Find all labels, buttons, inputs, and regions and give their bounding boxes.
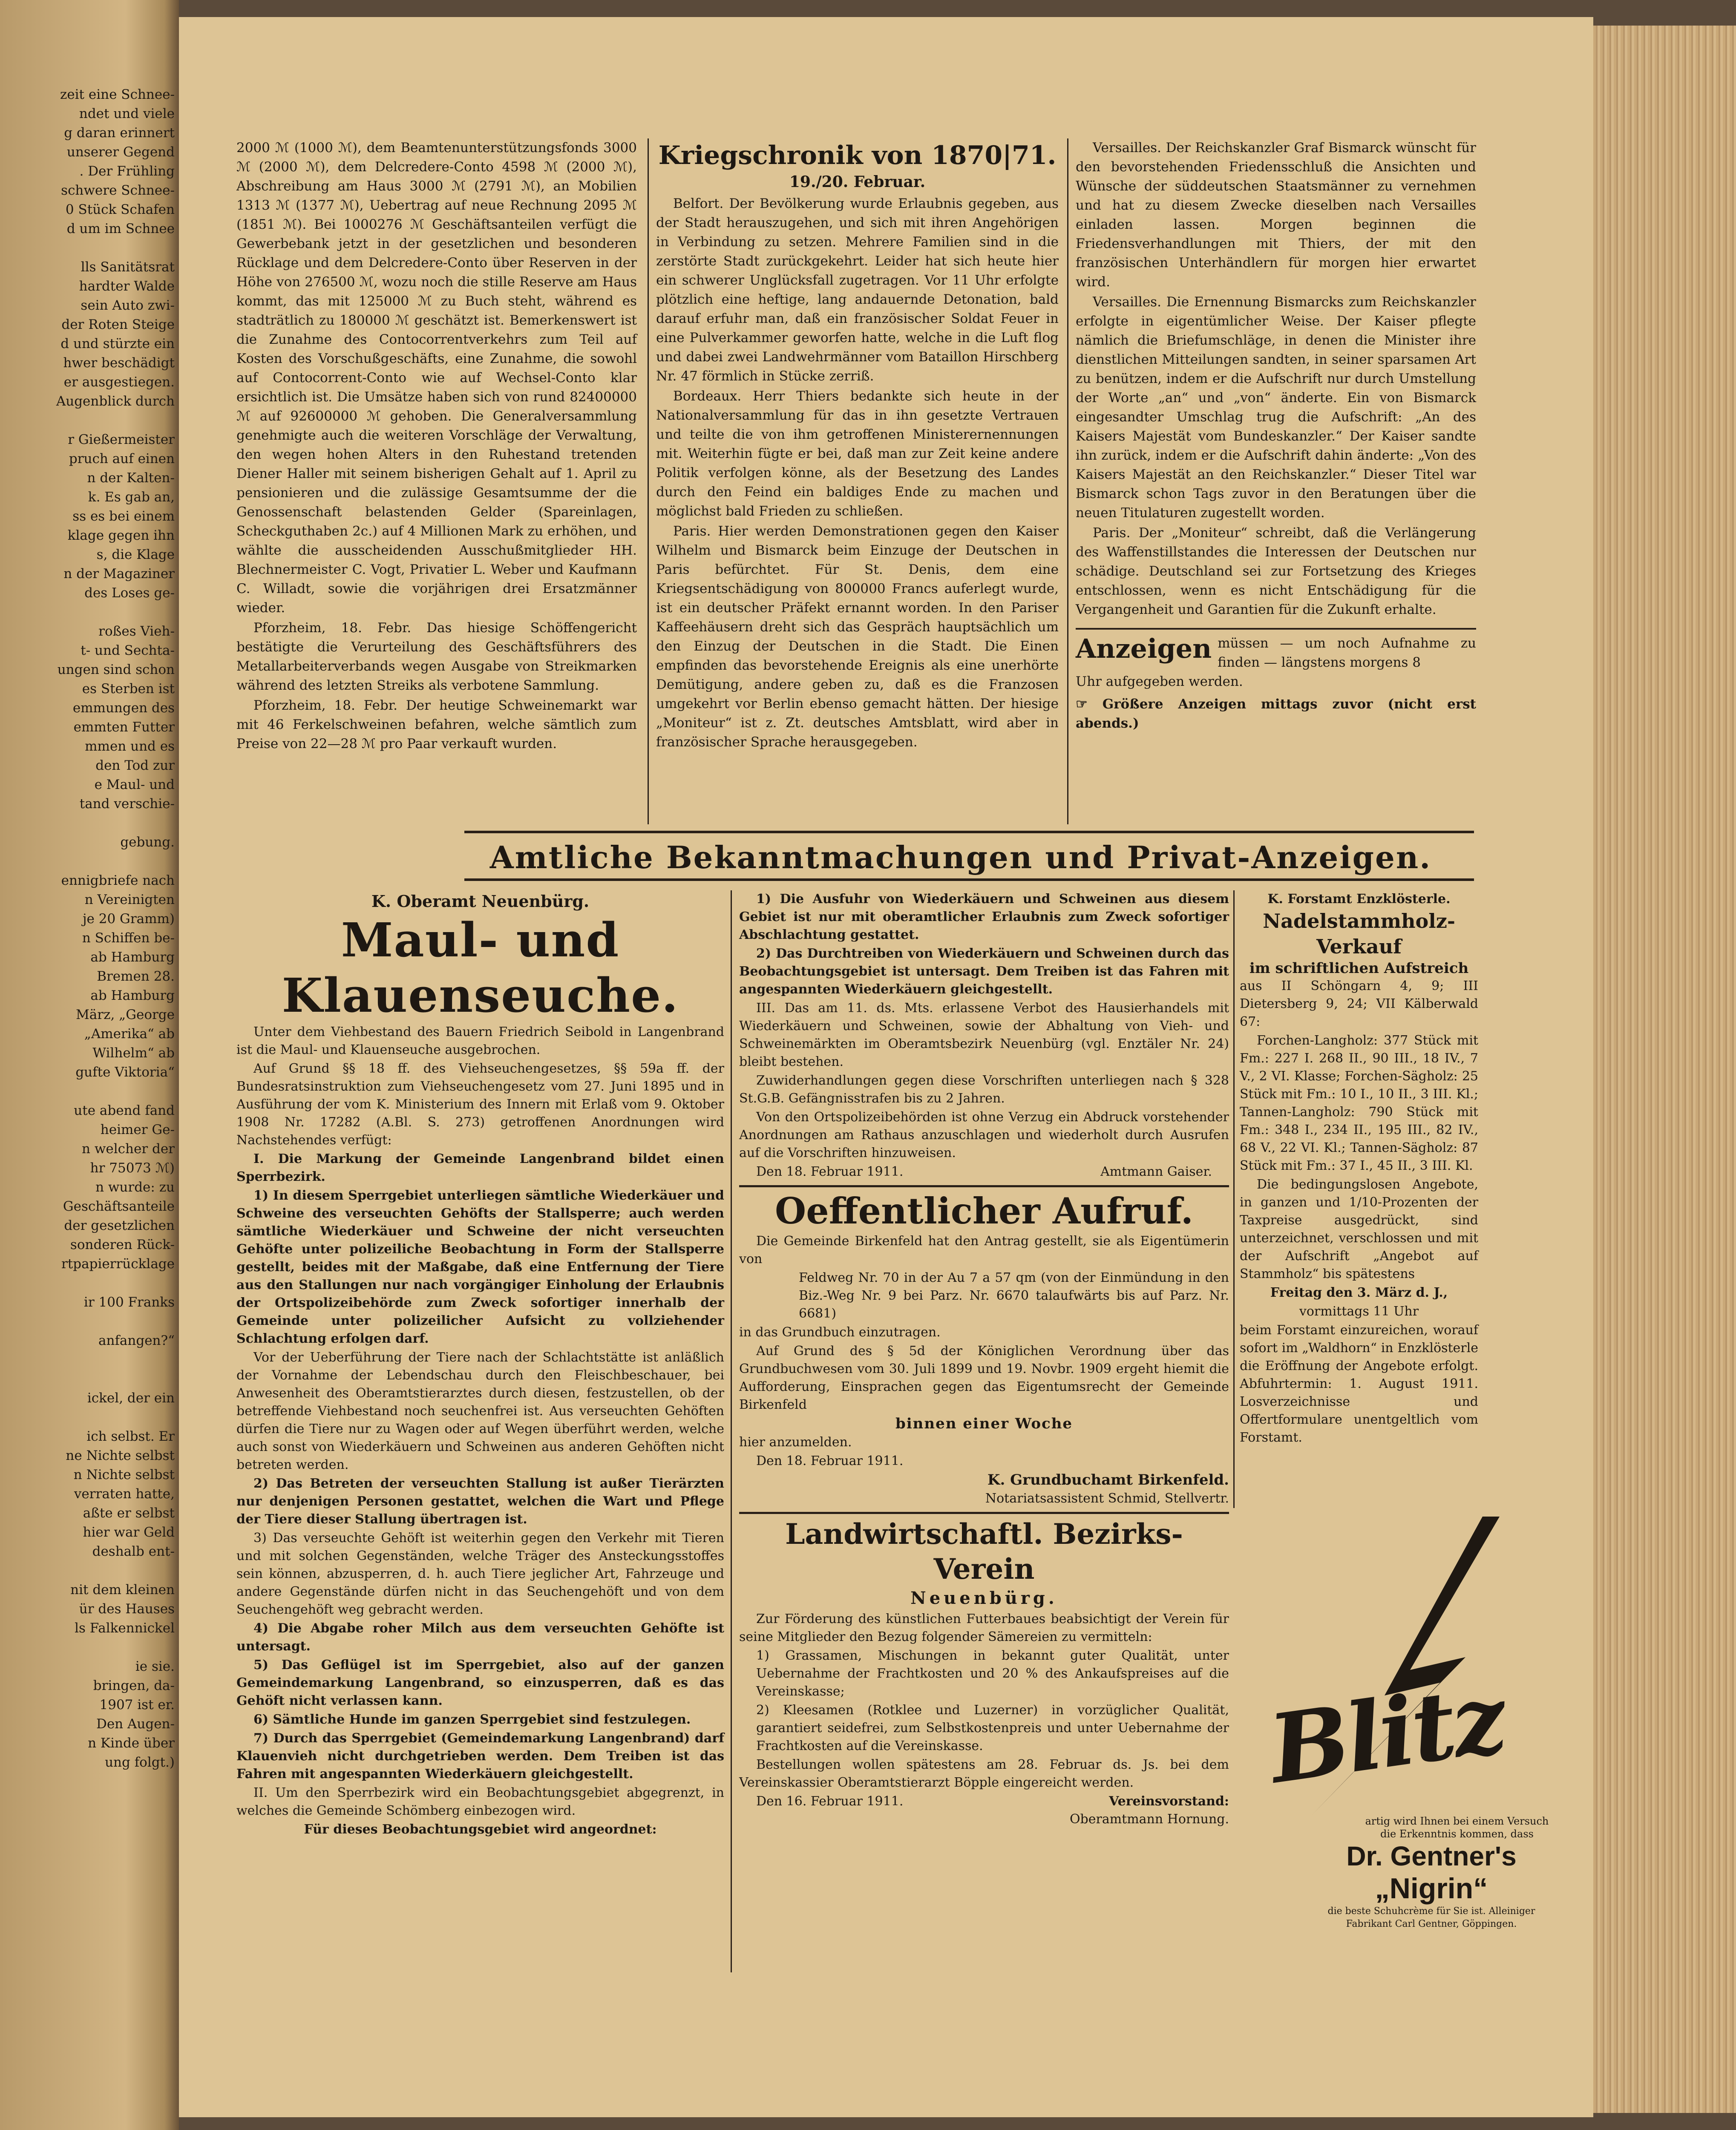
a3-p1: Die Gemeinde Birkenfeld hat den Antrag gestellt, sie als Eigentümerin von: [739, 1234, 1229, 1266]
left-page-line: [0, 1274, 175, 1293]
anzeigen-text2: Uhr aufgegeben werden.: [1076, 674, 1243, 689]
left-page-line: März, „George: [76, 1007, 175, 1022]
column-1: [236, 138, 637, 754]
blitz-logo: Blitz: [1263, 1663, 1511, 1805]
left-page-line: s, die Klage: [96, 547, 175, 562]
left-page-line: rtpapierrücklage: [61, 1256, 175, 1272]
blitz-copy: [1312, 1815, 1551, 1931]
anzeigen-label: Anzeigen: [1076, 633, 1212, 664]
a5-p5: vormittags 11 Uhr: [1299, 1304, 1419, 1319]
col1-para-2: Pforzheim, 18. Febr. Das hiesige Schöffengericht bestätigte die Verurteilung des Geschäftsführers des Metallarbeiterverbands wegen Ausgabe von Streikmarken während des letzten Streiks als verbotene Sammlung.: [236, 620, 637, 693]
left-page-line: des Loses ge-: [84, 585, 175, 601]
a2-para: 1) Die Ausfuhr von Wiederkäuern und Schweinen aus diesem Gebiet ist nur mit oberamtlicher Erlaubnis zum Zweck sofortiger Abschlachtung gestattet.: [739, 892, 1229, 942]
left-page-line: ne Nichte selbst: [66, 1448, 175, 1463]
column-divider: [1067, 138, 1068, 824]
left-page-line: emmten Futter: [73, 720, 175, 735]
a1-para: 4) Die Abgabe roher Milch aus dem verseuchten Gehöfte ist untersagt.: [236, 1621, 724, 1654]
left-page-line: Bremen 28.: [97, 969, 175, 984]
left-page-line: „Amerika“ ab: [84, 1026, 175, 1042]
left-page-fragments: [0, 85, 175, 1772]
left-page-line: hr 75073 ℳ): [90, 1160, 175, 1176]
left-page-line: ss es bei einem: [72, 509, 175, 524]
a3-p5: binnen einer Woche: [895, 1415, 1073, 1432]
left-page-line: anfangen?“: [98, 1333, 175, 1348]
left-page-line: [0, 1350, 175, 1370]
a2-footer: [739, 1163, 1229, 1181]
a4-date: Den 16. Februar 1911.: [756, 1794, 904, 1809]
a1-para: 7) Durch das Sperrgebiet (Gemeindemarkung Langenbrand) darf Klauenvieh nicht durchgetrieben werden. Dem Treiben ist das Fahren mit angespannten Wiederkäuern gleichgestellt.: [236, 1731, 724, 1782]
a5-p4: Freitag den 3. März d. J.,: [1270, 1285, 1448, 1300]
left-page-line: roßes Vieh-: [98, 624, 175, 639]
left-page-line: n Nichte selbst: [73, 1467, 175, 1482]
a1-title: Maul- und Klauenseuche.: [282, 912, 679, 1023]
left-page-line: ie sie.: [135, 1659, 175, 1674]
announcement-timber-sale: [1240, 890, 1478, 1448]
a3-date: Den 18. Februar 1911.: [756, 1454, 904, 1468]
left-page-line: [0, 1370, 175, 1389]
war-chronicle-date: 19./20. Februar.: [789, 173, 926, 191]
a1-para: II. Um den Sperrbezirk wird ein Beobachtungsgebiet abgegrenzt, in welches die Gemeinde Schömberg einbezogen wird.: [236, 1785, 724, 1818]
a1-para: Vor der Ueberführung der Tiere nach der Schlachtstätte ist anläßlich der Vornahme der Lebendschau durch den Fleischbeschauer, bei Anwesenheit des Oberamtstierarztes durch diesen, festzustellen, ob der betreffende Viehbestand noch seuchenfrei ist. Aus verseuchten Gehöften dürfen die Tiere nur zu Wagen oder auf Wegen überführt werden, welche auch sonst von Wiederkäuern und Schweinen aus anderen Gehöften nicht betreten werden.: [236, 1350, 724, 1472]
left-page-line: gebung.: [120, 835, 175, 850]
left-page-line: lls Sanitätsrat: [81, 259, 175, 275]
col1-para-3: Pforzheim, 18. Febr. Der heutige Schweinemarkt war mit 46 Ferkelschweinen befahren, welche sämtlich zum Preise von 22—28 ℳ pro Paar verkauft wurden.: [236, 698, 637, 751]
left-page-line: der Roten Steige: [61, 317, 175, 332]
left-page-line: verraten hatte,: [74, 1486, 175, 1502]
left-page-line: es Sterben ist: [82, 681, 175, 697]
left-page-line: [0, 411, 175, 430]
left-page-line: ungen sind schon: [57, 662, 175, 677]
left-page-line: Den Augen-: [96, 1716, 175, 1732]
a4-p4: Bestellungen wollen spätestens am 28. Februar ds. Js. bei dem Vereinskassier Oberamtstierarzt Böpple eingereicht werden.: [739, 1757, 1229, 1790]
a4-p1: Zur Förderung des künstlichen Futterbaues beabsichtigt der Verein für seine Mitglieder den Bezug folgender Sämereien zu vermitteln:: [739, 1612, 1229, 1644]
left-page-line: ickel, der ein: [87, 1390, 175, 1406]
left-page-line: pruch auf einen: [69, 451, 175, 466]
anzeigen-notice: [1076, 628, 1476, 733]
left-page-line: tand verschie-: [79, 796, 175, 812]
blitz-brand: Dr. Gentner's: [1346, 1841, 1517, 1871]
blitz-advertisement: [1244, 1517, 1568, 2083]
a5-title: Nadelstammholz-Verkauf: [1263, 910, 1455, 958]
left-page-line: klage gegen ihn: [67, 528, 175, 543]
a3-p6: hier anzumelden.: [739, 1435, 852, 1450]
a5-p1: aus II Schöngarn 4, 9; III Dietersberg 9, 24; VII Kälberwald 67:: [1240, 979, 1478, 1029]
section-rule: [464, 878, 1474, 881]
left-page-line: ab Hamburg: [90, 950, 175, 965]
left-page-line: n der Kalten-: [87, 470, 175, 486]
left-page-line: [0, 1561, 175, 1580]
left-page-line: sonderen Rück-: [70, 1237, 175, 1252]
left-page-line: er ausgestiegen.: [63, 374, 175, 390]
a2-date: Den 18. Februar 1911.: [756, 1164, 904, 1179]
left-page-line: g daran erinnert: [64, 125, 175, 141]
left-page-line: Augenblick durch: [56, 394, 175, 409]
col3-para-3: Paris. Der „Moniteur“ schreibt, daß die Verlängerung des Waffenstillstandes die Interessen der Deutschen nur schädige. Deutschland sei zur Fortsetzung des Krieges entschlossen, wenn es nicht Entschädigung für die Vergangenheit und Garantien für die Zukunft erhalte.: [1076, 525, 1476, 617]
a1-para: 2) Das Betreten der verseuchten Stallung ist außer Tierärzten nur denjenigen Personen gestattet, welchen die Wart und Pflege der Tiere dieser Stallung übertragen ist.: [236, 1476, 724, 1527]
left-page-line: [0, 1312, 175, 1331]
a1-office: K. Oberamt Neuenbürg.: [371, 892, 590, 911]
a1-para: Auf Grund §§ 18 ff. des Viehseuchengesetzes, §§ 59a ff. der Bundesratsinstruktion zum Viehseuchengesetz vom 27. Juni 1895 und in Ausführung der vom K. Ministerium des Innern mit Erlaß vom 9. Oktober 1908 Nr. 17282 (A.Bl. S. 273) getroffenen Anordnungen wird Nachstehendes verfügt:: [236, 1061, 724, 1148]
left-page-line: d um im Schnee: [66, 221, 175, 236]
war-chronicle-title: Kriegschronik von 1870|71.: [658, 141, 1057, 170]
column-2: [656, 138, 1059, 753]
a4-sign-title: Vereinsvorstand:: [1109, 1794, 1229, 1809]
left-page-line: n Schiffen be-: [82, 930, 175, 946]
a4-place: Neuenbürg.: [910, 1588, 1058, 1608]
left-page-line: unserer Gegend: [66, 144, 175, 160]
a3-p2: Feldweg Nr. 70 in der Au 7 a 57 qm (von der Einmündung in den Biz.-Weg Nr. 9 bei Parz. Nr. 6670 talaufwärts bis auf Parz. Nr. 6681): [799, 1270, 1229, 1321]
left-page-line: bringen, da-: [93, 1678, 175, 1693]
a1-para: 6) Sämtliche Hunde im ganzen Sperrgebiet sind festzulegen.: [253, 1712, 691, 1727]
left-page-line: hwer beschädigt: [63, 355, 175, 371]
left-page-line: gufte Viktoria“: [75, 1065, 175, 1080]
left-page-line: der gesetzlichen: [64, 1218, 175, 1233]
a1-para: 1) In diesem Sperrgebiet unterliegen sämtliche Wiederkäuer und Schweine des verseuchten Gehöfts der Stallsperre; auch werden sämtliche Wiederkäuer und Schweine der nicht verseuchten Gehöfte unter polizeiliche Beobachtung in Form der Stallsperre gestellt, beides mit der Maßgabe, daß eine Entfernung der Tiere aus den Stallungen nur nach vorgängiger Einholung der Erlaubnis der Ortspolizeibehörde zum Zweck sofortiger innerhalb der Gemeinde unter polizeilicher Aufsicht zu vollziehender Schlachtung erfolgen darf.: [236, 1188, 724, 1346]
left-page-line: 1907 ist er.: [99, 1697, 175, 1713]
a2-para: Von den Ortspolizeibehörden ist ohne Verzug ein Abdruck vorstehender Anordnungen am Rathaus anzuschlagen und wiederholt durch Ausrufen auf die Vorschriften hinzuweisen.: [739, 1110, 1229, 1160]
left-page-line: d und stürzte ein: [60, 336, 175, 351]
left-page-line: r Gießermeister: [68, 432, 175, 447]
col3-para-2: Versailles. Die Ernennung Bismarcks zum Reichskanzler erfolgte in eigentümlicher Weise. Der Kaiser pflegte nämlich die Briefumschläge, in denen die Minister ihre dienstlichen Mitteilungen sandten, in seiner sparsamen Art zu benützen, indem er die Aufschrift nur durch Umstellung der Worte „an“ und „von“ änderte. Ein von Bismarck eingesandter Umschlag trug die Aufschrift: „An des Kaisers Majestät vom Bundeskanzler.“ Der Kaiser sandte ihn zurück, indem er die Aufschrift dahin änderte: „Von des Kaisers Majestät an den Reichskanzler.“ Dieser Titel war Bismarck schon Tags zuvor in den Beratungen über die neuen Titulaturen zugestellt worden.: [1076, 294, 1476, 521]
left-page-line: ab Hamburg: [90, 988, 175, 1003]
left-page-line: 0 Stück Schafen: [65, 202, 175, 217]
left-page-line: n wurde: zu: [95, 1180, 175, 1195]
col2-para-3: Paris. Hier werden Demonstrationen gegen den Kaiser Wilhelm und Bismarck beim Einzuge der Deutschen in Paris befürchtet. Für St. Denis, dem eine Kriegsentschädigung von 800000 Francs auferlegt wurde, ist ein deutscher Präfekt ernannt worden. In den Pariser Kaffeehäusern dreht sich das Gespräch hauptsächlich um den Einzug der Deutschen in die Stadt. Die Einen empfinden das bevorstehende Ereignis als eine unerhörte Demütigung, andere geben zu, daß es die Franzosen umgekehrt vor Berlin ebenso gemacht hätten. Der hiesige „Moniteur“ ist z. Zt. deutsches Amtsblatt, wird aber in französischer Sprache herausgegeben.: [656, 524, 1059, 750]
left-page-line: t- und Sechta-: [81, 643, 175, 658]
a4-footer: [739, 1793, 1229, 1810]
a5-office: K. Forstamt Enzklösterle.: [1267, 892, 1451, 907]
left-page-line: [0, 814, 175, 833]
left-page-line: emmungen des: [72, 700, 175, 716]
left-page-line: den Tod zur: [95, 758, 175, 773]
left-page-line: n der Magaziner: [63, 566, 175, 581]
blitz-text: artig wird Ihnen bei einem Versuch die Erkenntnis kommen, dass: [1365, 1815, 1549, 1840]
a2-para: 2) Das Durchtreiben von Wiederkäuern und Schweinen durch das Beobachtungsgebiet ist untersagt. Dem Treiben ist das Fahren mit angespannten Wiederkäuern gleichgestellt.: [739, 946, 1229, 997]
left-page-line: heimer Ge-: [100, 1122, 175, 1137]
left-page-line: mmen und es: [85, 739, 175, 754]
left-page-line: [0, 1408, 175, 1427]
a5-p6: beim Forstamt einzureichen, worauf sofort im „Waldhorn“ in Enzklösterle die Eröffnung der Angebote erfolgt. Abfuhrtermin: 1. August 1911. Losverzeichnisse und Offertformulare unentgeltlich vom Forstamt.: [1240, 1323, 1478, 1445]
col2-para-2: Bordeaux. Herr Thiers bedankte sich heute in der Nationalversammlung für das in ihn gesetzte Vertrauen und teilte die von ihm getroffenen Ministerernennungen mit. Weiterhin fügte er bei, daß man zur Zeit keine andere Politik verfolgen könne, als der Besetzung des Landes durch den Feind ein baldiges Ende zu machen und möglichst bald Frieden zu schließen.: [656, 389, 1059, 519]
column-divider: [731, 890, 732, 1972]
announcement-foot-and-mouth: [236, 890, 724, 1839]
left-page-line: Wilhelm“ ab: [92, 1045, 175, 1061]
left-page-line: . Der Frühling: [79, 164, 175, 179]
left-page-line: n Vereinigten: [84, 892, 175, 907]
left-page-line: [0, 852, 175, 871]
left-page-line: sein Auto zwi-: [81, 298, 175, 313]
a3-sign: Notariatsassistent Schmid, Stellvertr.: [985, 1491, 1229, 1506]
a2-para: III. Das am 11. ds. Mts. erlassene Verbot des Hausierhandels mit Wiederkäuern und Schweinen, sowie der Abhaltung von Vieh- und Schweinemärkten im Oberamtsbezirk Neuenbürg (vgl. Enztäler Nr. 24) bleibt bestehen.: [739, 1001, 1229, 1069]
a5-p2: Forchen-Langholz: 377 Stück mit Fm.: 227 I. 268 II., 90 III., 18 IV., 7 V., 2 VI. Klasse; Forchen-Sägholz: 25 Stück mit Fm.: 10 I., 10 II., 3 III. Kl.; Tannen-Langholz: 790 Stück mit Fm.: 348 I., 234 II., 195 III., 82 IV., 68 V., 22 VI. Kl.; Tannen-Sägholz: 87 Stück mit Fm.: 37 I., 45 II., 3 III. Kl.: [1240, 1033, 1478, 1173]
blitz-product: „Nigrin“: [1375, 1872, 1488, 1905]
left-page-line: ir 100 Franks: [83, 1295, 175, 1310]
blitz-tagline: die beste Schuhcrème für Sie ist. Alleiniger Fabrikant Carl Gentner, Göppingen.: [1327, 1906, 1535, 1929]
left-page-line: ich selbst. Er: [86, 1429, 175, 1444]
left-page-line: [0, 603, 175, 622]
section-rule: [464, 831, 1474, 833]
page-edges: [1593, 26, 1736, 2113]
left-page-line: n welcher der: [82, 1141, 175, 1157]
a2-sign: Amtmann Gaiser.: [1100, 1164, 1212, 1179]
left-page-line: Geschäftsanteile: [63, 1199, 175, 1214]
a1-para: Unter dem Viehbestand des Bauern Friedrich Seibold in Langenbrand ist die Maul- und Klauenseuche ausgebrochen.: [236, 1025, 724, 1057]
official-announcements-banner: Amtliche Bekanntmachungen und Privat-Anzeigen.: [489, 839, 1432, 875]
a4-title: Landwirtschaftl. Bezirks-Verein: [785, 1517, 1183, 1586]
left-page-line: deshalb ent-: [92, 1544, 175, 1559]
col1-para-1: 2000 ℳ (1000 ℳ), dem Beamtenunterstützungsfonds 3000 ℳ (2000 ℳ), dem Delcredere-Conto 4598 ℳ (2000 ℳ), Abschreibung am Haus 3000 ℳ (2791 ℳ), an Mobilien 1313 ℳ (1377 ℳ), Uebertrag auf neue Rechnung 2095 ℳ (1851 ℳ). Bei 1000276 ℳ Geschäftsanteilen verfügt die Gewerbebank jetzt in der gesetzlichen und besonderen Rücklage und dem Delcredere-Conto über Reserven in der Höhe von 276500 ℳ, wozu noch die stille Reserve am Haus kommt, das mit 125000 ℳ zu Buch steht, während es stadträtlich zu 180000 ℳ geschätzt ist. Bemerkenswert ist die Zunahme des Contocorrentverkehrs zum Teil auf Kosten des Vorschußgeschäfts, eine Zunahme, die sowohl auf Contocorrent-Conto wie auf Wechsel-Conto klar ersichtlich ist. Die Umsätze haben sich von rund 82400000 ℳ auf 92600000 ℳ gehoben. Die Generalversammlung genehmigte auch die weiteren Vorschläge der Verwaltung, den wegen hohen Alters in den Ruhestand tretenden Diener Haller mit seinem bisherigen Gehalt auf 1. April zu pensionieren und die zulässige Gesamtsumme der die Genossenschaft belastenden Gelder (Spareinlagen, Scheckguthaben 2c.) auf 4 Millionen Mark zu erhöhen, und wählte die ausscheidenden Ausschußmitglieder HH. Blechnermeister C. Vogt, Privatier L. Weber und Kaufmann C. Willadt, sowie die vorjährigen drei Ersatzmänner wieder.: [236, 140, 637, 616]
left-page-line: [0, 239, 175, 258]
left-page-line: ls Falkennickel: [75, 1621, 175, 1636]
a4-p3: 2) Kleesamen (Rotklee und Luzerner) in vorzüglicher Qualität, garantiert seidefrei, zum Selbstkostenpreis und unter Uebernahme der Frachtkosten auf die Vereinskasse.: [756, 1703, 1229, 1753]
separator: [739, 1185, 1229, 1187]
left-page-line: hier war Geld: [83, 1525, 175, 1540]
anzeigen-note: ☞ Größere Anzeigen mittags zuvor (nicht erst abends.): [1076, 697, 1476, 731]
left-page-line: aßte er selbst: [83, 1505, 175, 1521]
left-page-line: je 20 Gramm): [82, 911, 175, 927]
a4-sign: Oberamtmann Hornung.: [1069, 1812, 1229, 1827]
left-page-line: zeit eine Schnee-: [60, 87, 175, 102]
a1-para: Für dieses Beobachtungsgebiet wird angeordnet:: [304, 1822, 657, 1837]
left-page-line: ung folgt.): [105, 1755, 175, 1770]
a3-office: K. Grundbuchamt Birkenfeld.: [987, 1471, 1229, 1488]
a5-subtitle: im schriftlichen Aufstreich: [1249, 960, 1469, 977]
a3-title: Oeffentlicher Aufruf.: [775, 1190, 1193, 1232]
a3-p3: in das Grundbuch einzutragen.: [739, 1325, 941, 1340]
left-page-line: k. Es gab an,: [88, 489, 175, 505]
a5-p3: Die bedingungslosen Angebote, in ganzen und 1/10-Prozenten der Taxpreise ausgedrückt, sind unterzeichnet, verschlossen und mit der Aufschrift „Angebot auf Stammholz“ bis spätestens: [1240, 1177, 1478, 1281]
left-page-line: ennigbriefe nach: [61, 873, 175, 888]
col2-para-1: Belfort. Der Bevölkerung wurde Erlaubnis gegeben, aus der Stadt herauszugehen, und sich mit ihren Angehörigen in Verbindung zu setzen. Mehrere Familien sind in die zerstörte Stadt zurückgekehrt. Leider hat sich heute hier ein schwerer Unglücksfall zugetragen. Vor 11 Uhr erfolgte plötzlich eine heftige, lang andauernde Detonation, bald darauf erfuhr man, daß ein französischer Soldat Feuer in eine Pulverkammer geworfen hatte, welche in die Luft flog und dabei zwei Landwehrmänner vom Bataillon Hirschberg Nr. 47 förmlich in Stücke zerriß.: [656, 196, 1059, 384]
left-page-line: [0, 1082, 175, 1101]
left-page-line: [0, 1638, 175, 1657]
separator: [739, 1512, 1229, 1514]
a4-p2: 1) Grassamen, Mischungen in bekannt guter Qualität, unter Uebernahme der Frachtkosten und 20 % des Ankaufspreises auf die Vereinskasse;: [756, 1648, 1229, 1699]
announcement-continuation: [739, 890, 1229, 1829]
left-page-line: e Maul- und: [94, 777, 175, 792]
left-page-line: schwere Schnee-: [61, 183, 175, 198]
column-divider: [1233, 890, 1235, 1508]
column-divider: [648, 138, 649, 824]
left-page-line: ndet und viele: [79, 106, 175, 121]
col3-para-1: Versailles. Der Reichskanzler Graf Bismarck wünscht für den bevorstehenden Friedensschluß die Ansichten und Wünsche der süddeutschen Staatsmänner zu vernehmen und hat zu diesem Zwecke dieselben nach Versailles einladen lassen. Morgen beginnen die Friedensverhandlungen mit Thiers, der mit den französischen Unterhändlern für morgen hier erwartet wird.: [1076, 140, 1476, 290]
left-page-line: hardter Walde: [79, 279, 175, 294]
left-page-line: nit dem kleinen: [70, 1582, 175, 1598]
a3-p4: Auf Grund des § 5d der Königlichen Verordnung über das Grundbuchwesen vom 30. Juli 1899 und 19. Novbr. 1909 ergeht hiemit die Aufforderung, Einsprachen gegen das Eigentumsrecht der Gemeinde Birkenfeld: [739, 1344, 1229, 1412]
column-3: [1076, 138, 1476, 733]
a1-para: I. Die Markung der Gemeinde Langenbrand bildet einen Sperrbezirk.: [236, 1151, 724, 1184]
left-page-line: ür des Hauses: [79, 1601, 175, 1617]
left-page-line: n Kinde über: [88, 1736, 175, 1751]
left-page-line: ute abend fand: [74, 1103, 175, 1118]
a1-para: 5) Das Geflügel ist im Sperrgebiet, also auf der ganzen Gemeindemarkung Langenbrand, so einzusperren, daß es das Gehöft nicht verlassen kann.: [236, 1658, 724, 1708]
anzeigen-text1: müssen — um noch Aufnahme zu finden — längstens morgens 8: [1218, 636, 1476, 670]
a1-para: 3) Das verseuchte Gehöft ist weiterhin gegen den Verkehr mit Tieren und mit solchen Gegenständen, welche Träger des Ansteckungsstoffes sein können, abzusperren, d. h. auch Tiere jeglicher Art, Fahrzeuge und andere Gegenstände dürfen nicht in das Seuchengehöft und von dem Seuchengehöft weg gebracht werden.: [236, 1531, 724, 1617]
a2-para: Zuwiderhandlungen gegen diese Vorschriften unterliegen nach § 328 St.G.B. Gefängnisstrafen bis zu 2 Jahren.: [739, 1073, 1229, 1106]
